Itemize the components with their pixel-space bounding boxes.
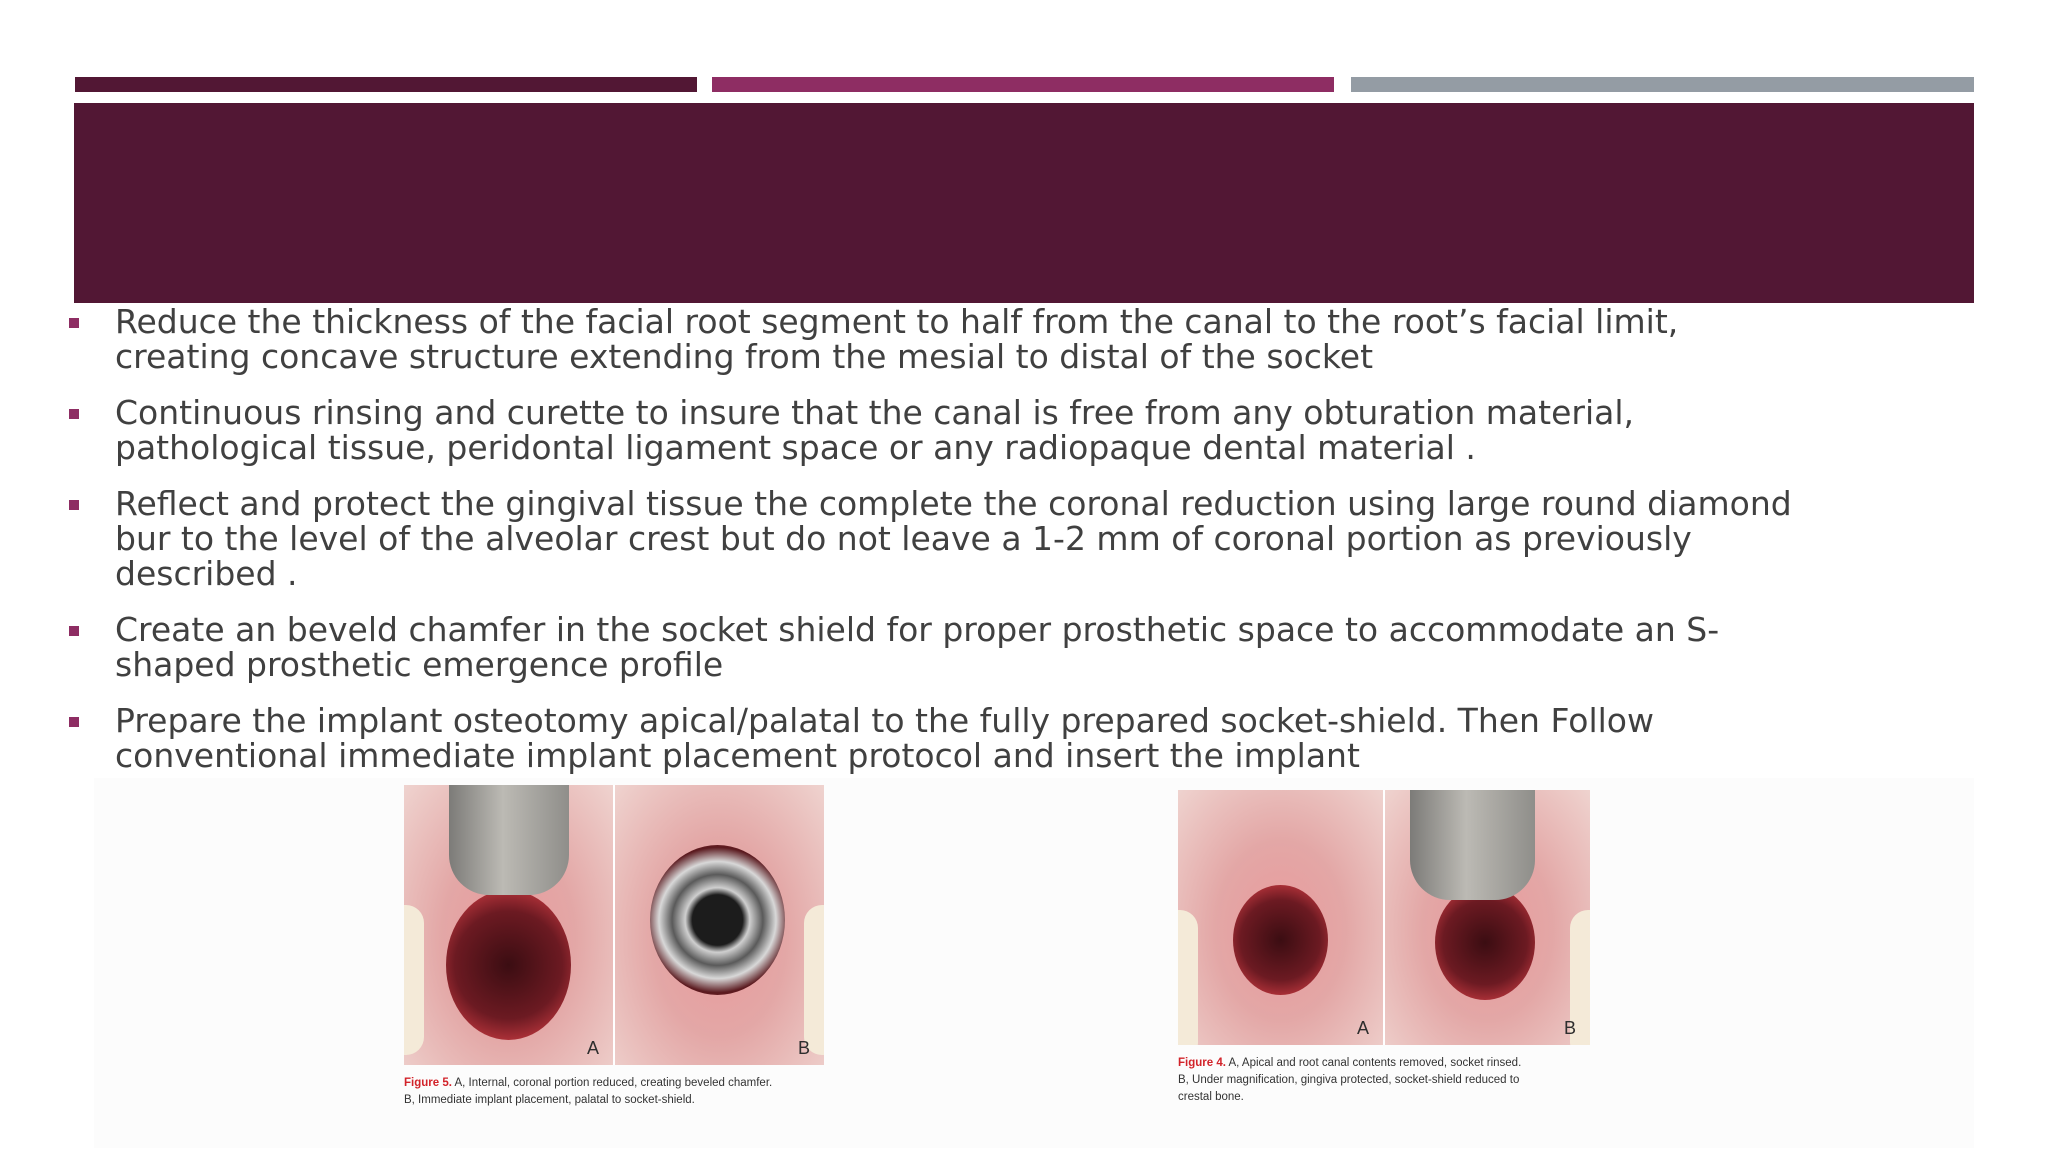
bullet-text: Reflect and protect the gingival tissue the complete the coronal reduction using large round diamond bur to the level of the alveolar crest but do not leave a 1-2 mm of coronal portion as previously described . xyxy=(115,484,1792,593)
figure-area xyxy=(94,778,1974,1148)
title-band xyxy=(74,103,1974,303)
slide-title xyxy=(74,103,1974,223)
square-bullet-icon xyxy=(69,626,79,636)
bullet-text: Prepare the implant osteotomy apical/palatal to the fully prepared socket-shield. Then Follow conventional immediate implant placement protocol and insert the implant xyxy=(115,701,1654,774)
caption-line: crestal bone. xyxy=(1178,1091,1244,1103)
figure-4-photos xyxy=(1178,790,1590,1045)
accent-bar-magenta xyxy=(712,77,1334,92)
accent-bar-gray xyxy=(1351,77,1974,92)
figure-5-caption xyxy=(404,1075,824,1109)
bullet-item xyxy=(64,703,1804,773)
figure-4-caption xyxy=(1178,1055,1590,1106)
bullet-list xyxy=(64,304,1804,774)
figure-5-photos xyxy=(404,785,824,1065)
photo-letter: B xyxy=(797,1038,810,1058)
bullet-text: Create an beveld chamfer in the socket shield for proper prosthetic space to accommodate an S-shaped prosthetic emergence profile xyxy=(115,610,1720,684)
caption-line: B, Immediate implant placement, palatal to socket-shield. xyxy=(404,1094,695,1106)
bullet-text: Reduce the thickness of the facial root segment to half from the canal to the root’s facial limit, creating concave structure extending from the mesial to distal of the socket xyxy=(115,304,1679,376)
square-bullet-icon xyxy=(69,500,79,510)
bullet-text: Continuous rinsing and curette to insure that the canal is free from any obturation material, pathological tissue, peridontal ligament space or any radiopaque dental material . xyxy=(115,393,1634,467)
bullet-item xyxy=(64,304,1804,374)
bullet-item xyxy=(64,395,1804,465)
figure-4-photo-a xyxy=(1178,790,1383,1045)
caption-label: Figure 5. xyxy=(404,1077,452,1089)
figure-5-photo-b xyxy=(613,785,824,1065)
figure-4 xyxy=(1178,790,1590,1106)
caption-line: B, Under magnification, gingiva protected, socket-shield reduced to xyxy=(1178,1074,1520,1086)
square-bullet-icon xyxy=(69,717,79,727)
caption-line: A, Internal, coronal portion reduced, creating beveled chamfer. xyxy=(454,1077,773,1089)
caption-line: A, Apical and root canal contents removed, socket rinsed. xyxy=(1228,1057,1522,1069)
photo-letter: B xyxy=(1563,1018,1576,1038)
accent-bar-dark xyxy=(75,77,697,92)
photo-letter: A xyxy=(1356,1018,1369,1038)
square-bullet-icon xyxy=(69,409,79,419)
figure-5 xyxy=(404,785,824,1109)
caption-label: Figure 4. xyxy=(1178,1057,1226,1069)
figure-5-photo-a xyxy=(404,785,613,1065)
figure-4-photo-b xyxy=(1383,790,1590,1045)
bullet-item xyxy=(64,612,1804,682)
square-bullet-icon xyxy=(69,318,79,328)
bullet-item xyxy=(64,486,1804,591)
photo-letter: A xyxy=(586,1038,599,1058)
